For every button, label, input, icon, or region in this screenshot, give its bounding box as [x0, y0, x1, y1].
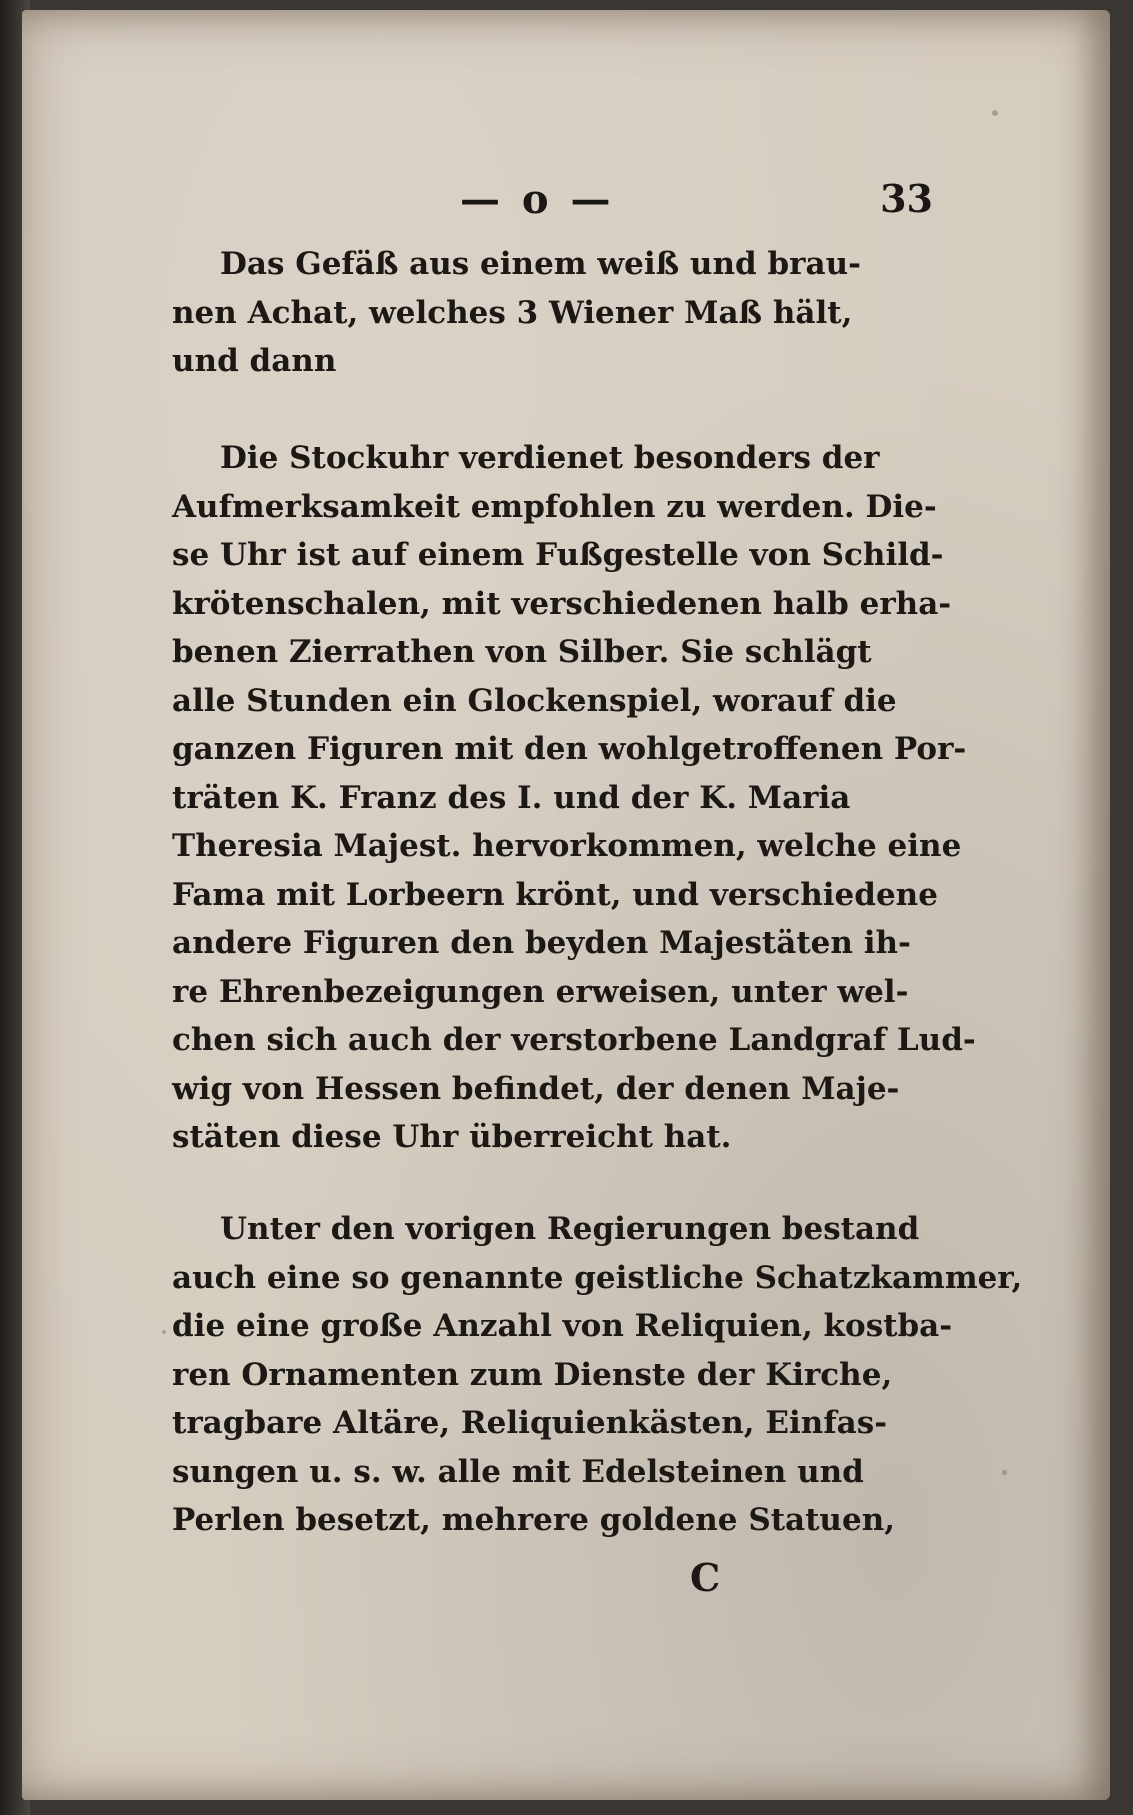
- paragraph-3: [172, 1205, 1023, 1545]
- text-line: stäten diese Uhr überreicht hat.: [172, 1119, 732, 1155]
- page-number: 33: [880, 176, 933, 221]
- page-header: [0, 168, 1133, 228]
- text-line: Aufmerksamkeit empfohlen zu werden. Die-: [172, 488, 937, 525]
- text-line: se Uhr ist auf einem Fußgestelle von Schild-: [172, 537, 944, 573]
- text-line: auch eine so genannte geistliche Schatzkammer,: [172, 1259, 1023, 1296]
- paragraph-1: [172, 240, 928, 386]
- paragraph-2: [172, 434, 976, 1162]
- paper-speck: [1002, 1470, 1007, 1475]
- text-line: benen Zierrathen von Silber. Sie schlägt: [172, 634, 872, 670]
- text-line: ganzen Figuren mit den wohlgetroffenen Por-: [172, 731, 967, 767]
- text-line: wig von Hessen befindet, der denen Maje-: [172, 1070, 900, 1107]
- paper-speck: [992, 110, 998, 116]
- paper-speck: [162, 1330, 166, 1334]
- text-line: Unter den vorigen Regierungen bestand: [220, 1211, 920, 1247]
- text-line: re Ehrenbezeigungen erweisen, unter wel-: [172, 973, 909, 1010]
- text-line: Perlen besetzt, mehrere goldene Statuen,: [172, 1502, 896, 1538]
- text-line: und dann: [172, 343, 337, 379]
- text-line: alle Stunden ein Glockenspiel, worauf die: [172, 682, 897, 719]
- text-line: andere Figuren den beyden Majestäten ih-: [172, 925, 911, 961]
- signature-mark: C: [690, 1555, 721, 1600]
- text-line: die eine große Anzahl von Reliquien, kostba-: [172, 1308, 953, 1344]
- text-line: krötenschalen, mit verschiedenen halb erha-: [172, 585, 952, 622]
- text-line: Das Gefäß aus einem weiß und brau-: [220, 246, 861, 282]
- text-line: träten K. Franz des I. und der K. Maria: [172, 779, 851, 816]
- text-line: nen Achat, welches 3 Wiener Maß hält,: [172, 294, 853, 331]
- text-line: tragbare Altäre, Reliquienkästen, Einfas-: [172, 1405, 888, 1441]
- text-line: sungen u. s. w. alle mit Edelsteinen und: [172, 1453, 864, 1490]
- text-line: ren Ornamenten zum Dienste der Kirche,: [172, 1356, 893, 1393]
- header-ornament: — o —: [460, 176, 615, 223]
- text-line: Theresia Majest. hervorkommen, welche eine: [172, 828, 962, 864]
- text-line: Fama mit Lorbeern krönt, und verschiedene: [172, 876, 938, 913]
- text-line: chen sich auch der verstorbene Landgraf Lud-: [172, 1022, 976, 1058]
- text-line: Die Stockuhr verdienet besonders der: [220, 440, 880, 476]
